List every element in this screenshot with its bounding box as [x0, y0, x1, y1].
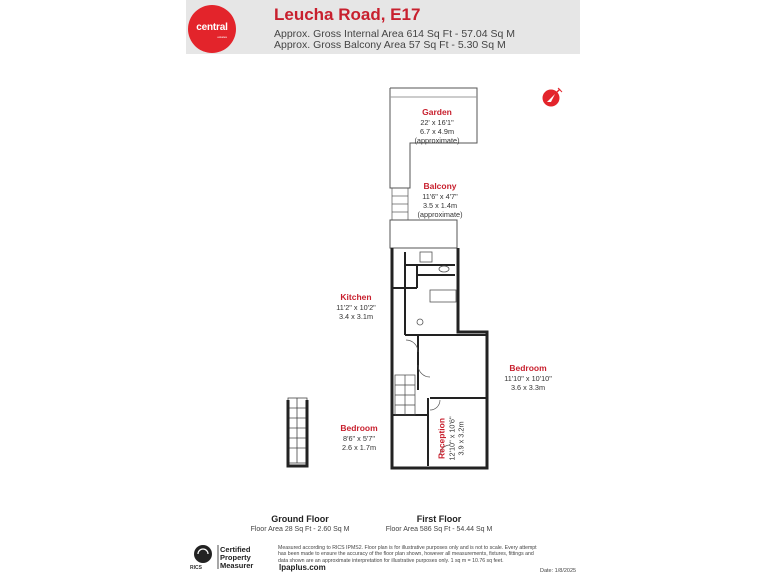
garden-label [401, 107, 473, 145]
reception-label [437, 409, 466, 469]
rics-line2: Property [220, 553, 251, 562]
logo-sub: estates [217, 35, 227, 39]
balcony-outline [390, 220, 457, 248]
internal-area: Approx. Gross Internal Area 614 Sq Ft - 57.04 Sq M [274, 28, 516, 40]
kitchen-label [324, 292, 388, 321]
north-compass-icon [540, 85, 564, 109]
balcony-area: Approx. Gross Balcony Area 57 Sq Ft - 5.30 Sq M [274, 39, 506, 51]
first-floor-label [378, 513, 500, 535]
bedroom1-name: Bedroom [509, 363, 547, 373]
first-floor-area: Floor Area 586 Sq Ft - 54.44 Sq M [385, 526, 493, 533]
kitchen-name: Kitchen [340, 292, 372, 302]
rics-badge: RICS [190, 565, 202, 571]
ground-floor-walls [288, 400, 307, 466]
bedroom2-label [330, 423, 388, 452]
garden-metric: 6.7 x 4.9m [419, 127, 455, 136]
ground-floor-area: Floor Area 28 Sq Ft - 2.60 Sq M [250, 526, 350, 533]
fixtures [417, 252, 456, 325]
reception-name: Reception [436, 417, 447, 460]
ground-floor-stairs [288, 398, 307, 463]
bedroom2-imperial: 8'6" x 5'7" [343, 434, 375, 443]
ground-floor-label [240, 513, 360, 535]
plan-date: Date: 1/8/2025 [540, 568, 577, 574]
stairs-internal [395, 375, 415, 415]
ground-floor-name: Ground Floor [271, 514, 329, 524]
kitchen-metric: 3.4 x 3.1m [338, 312, 374, 321]
garden-name: Garden [422, 107, 452, 117]
reception-metric: 3.9 x 3.2m [456, 421, 466, 456]
disclaimer-line-3: data shown are an approximate interpretation for illustrative purposes only. 1 sq m = 10.76 sq feet. [278, 557, 504, 564]
rics-line3: Measurer [220, 561, 254, 570]
bedroom1-imperial: 11'10" x 10'10" [504, 374, 552, 383]
bedroom2-name: Bedroom [340, 423, 378, 433]
balcony-metric: 3.5 x 1.4m [422, 201, 458, 210]
balcony-imperial: 11'6" x 4'7" [422, 192, 458, 201]
garden-note: (approximate) [414, 136, 460, 145]
bedroom1-metric: 3.6 x 3.3m [510, 383, 546, 392]
garden-imperial: 22' x 16'1" [420, 118, 454, 127]
balcony-label [404, 181, 476, 219]
balcony-name: Balcony [423, 181, 457, 191]
first-floor-name: First Floor [416, 514, 462, 524]
disclaimer-line-2: has been made to ensure the accuracy of the floor plan shown, however all measurements, fixtures, fittings and [278, 551, 534, 558]
rics-certified [220, 546, 253, 570]
disclaimer [278, 545, 582, 564]
reception-imperial: 12'10" x 10'6" [447, 416, 457, 461]
bedroom1-label [500, 363, 556, 392]
property-title: Leucha Road, E17 [274, 5, 421, 24]
kitchen-imperial: 11'2" x 10'2" [336, 303, 376, 312]
central-logo [188, 5, 236, 53]
balcony-note: (approximate) [417, 210, 463, 219]
bedroom2-metric: 2.6 x 1.7m [341, 443, 377, 452]
disclaimer-line-1: Measured according to RICS IPMS2. Floor plan is for illustrative purposes only and is not to scale. Every attempt [278, 545, 537, 551]
rics-line1: Certified [220, 545, 251, 554]
logo-text: central [196, 21, 228, 33]
website-link[interactable]: lpaplus.com [279, 563, 326, 572]
